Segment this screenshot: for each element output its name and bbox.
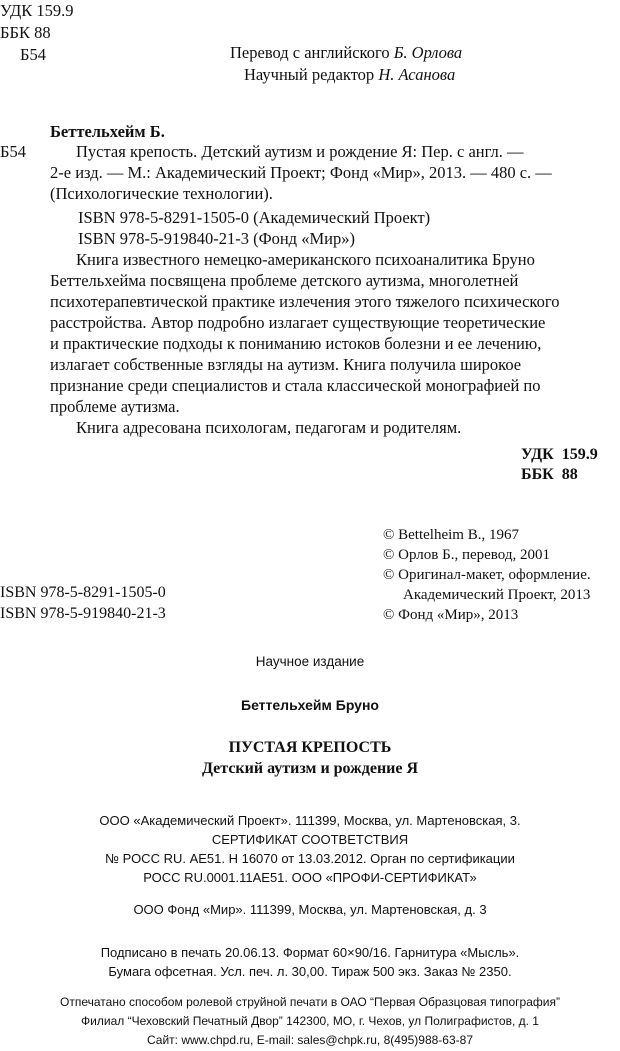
translator-credit: [230, 42, 462, 63]
editor-credit: [244, 64, 455, 85]
print-info-line: Бумага офсетная. Усл. печ. л. 30,00. Тираж 500 экз. Заказ № 2350.: [108, 964, 512, 979]
annotation-line: и практические подходы к пониманию истоков болезни и ее лечению,: [50, 334, 542, 353]
publisher-line: ООО «Академический Проект». 111399, Москва, ул. Мартеновская, 3.: [99, 813, 521, 828]
annotation-line: психотерапевтической практике излечения этого тяжелого психического: [50, 292, 560, 311]
publisher-line: № РОСС RU. АЕ51. Н 16070 от 13.03.2012. Орган по сертификации: [105, 851, 515, 866]
author-full-name: Беттельхейм Бруно: [241, 697, 379, 713]
isbn-left-list: [0, 583, 166, 625]
author-code: Б54: [20, 45, 46, 64]
copyright-line: © Bettelheim B., 1967: [383, 527, 519, 543]
annotation-audience: Книга адресована психологам, педагогам и родителям.: [76, 418, 462, 437]
catalog-isbn-list: [78, 207, 430, 249]
copyright-line: © Орлов Б., перевод, 2001: [383, 547, 550, 563]
annotation: [50, 249, 559, 438]
printer-block: [0, 993, 620, 1050]
isbn-left: ISBN 978-5-919840-21-3: [0, 604, 166, 622]
print-info: [0, 943, 620, 981]
translator-label: Перевод с английского: [230, 43, 394, 62]
catalog-line: Пустая крепость. Детский аутизм и рождение Я: Пер. с англ. —: [76, 142, 524, 161]
annotation-line: признание среди специалистов и стала классической монографией по: [50, 376, 541, 395]
udk-code: УДК 159.9: [0, 1, 74, 20]
copyright-line: Академический Проект, 2013: [403, 587, 591, 603]
editor-label: Научный редактор: [244, 65, 379, 84]
publisher-mir: ООО Фонд «Мир». 111399, Москва, ул. Мартеновская, д. 3: [133, 902, 487, 917]
annotation-line: Беттельхейма посвящена проблеме детского аутизма, многолетней: [50, 271, 519, 290]
annotation-line: излагает собственные взгляды на аутизм. Книга получила широкое: [50, 355, 522, 374]
annotation-line: расстройства. Автор подробно излагает существующие теоретические: [50, 313, 546, 332]
printer-line: Сайт: www.chpd.ru, E-mail: sales@chpk.ru, 8(495)988-63-87: [147, 1033, 473, 1047]
print-info-line: Подписано в печать 20.06.13. Формат 60×90/16. Гарнитура «Мысль».: [100, 945, 520, 960]
annotation-line: проблеме аутизма.: [50, 397, 180, 416]
publisher-block: [0, 811, 620, 887]
annotation-line: Книга известного немецко-американского психоаналитика Бруно: [76, 250, 535, 269]
publisher-line: РОСС RU.0001.11АЕ51. ООО «ПРОФИ-СЕРТИФИКАТ»: [143, 870, 477, 885]
editor-name: Н. Асанова: [378, 65, 456, 84]
catalog-description: [50, 141, 552, 204]
copyright-line: © Оригинал-макет, оформление.: [383, 567, 591, 583]
catalog-line: (Психологические технологии).: [50, 184, 273, 203]
translator-name: Б. Орлова: [393, 43, 463, 62]
publisher-line: СЕРТИФИКАТ СООТВЕТСТВИЯ: [211, 832, 409, 847]
copyright-block: [383, 525, 591, 625]
catalog-author: Беттельхейм Б.: [50, 122, 165, 141]
book-subtitle: Детский аутизм и рождение Я: [201, 760, 419, 777]
printer-line: Филиал “Чеховский Печатный Двор” 142300, МО, г. Чехов, ул Полиграфистов, д. 1: [81, 1014, 539, 1028]
bbk-code-right: ББК 88: [521, 466, 578, 483]
book-title: ПУСТАЯ КРЕПОСТЬ: [228, 739, 392, 756]
bbk-code: ББК 88: [0, 23, 51, 42]
copyright-line: © Фонд «Мир», 2013: [383, 607, 519, 623]
isbn-left: ISBN 978-5-8291-1505-0: [0, 584, 166, 601]
edition-type: Научное издание: [255, 654, 365, 669]
printer-line: Отпечатано способом ролевой струйной печати в ОАО “Первая Образцовая типография”: [60, 995, 560, 1009]
catalog-isbn: ISBN 978-5-8291-1505-0 (Академический Проект): [78, 208, 431, 227]
catalog-line: 2-е изд. — М.: Академический Проект; Фонд «Мир», 2013. — 480 с. —: [50, 163, 552, 182]
catalog-isbn: ISBN 978-5-919840-21-3 (Фонд «Мир»): [78, 229, 355, 248]
catalog-code: Б54: [0, 142, 26, 161]
udk-code-right: УДК 159.9: [521, 446, 598, 463]
